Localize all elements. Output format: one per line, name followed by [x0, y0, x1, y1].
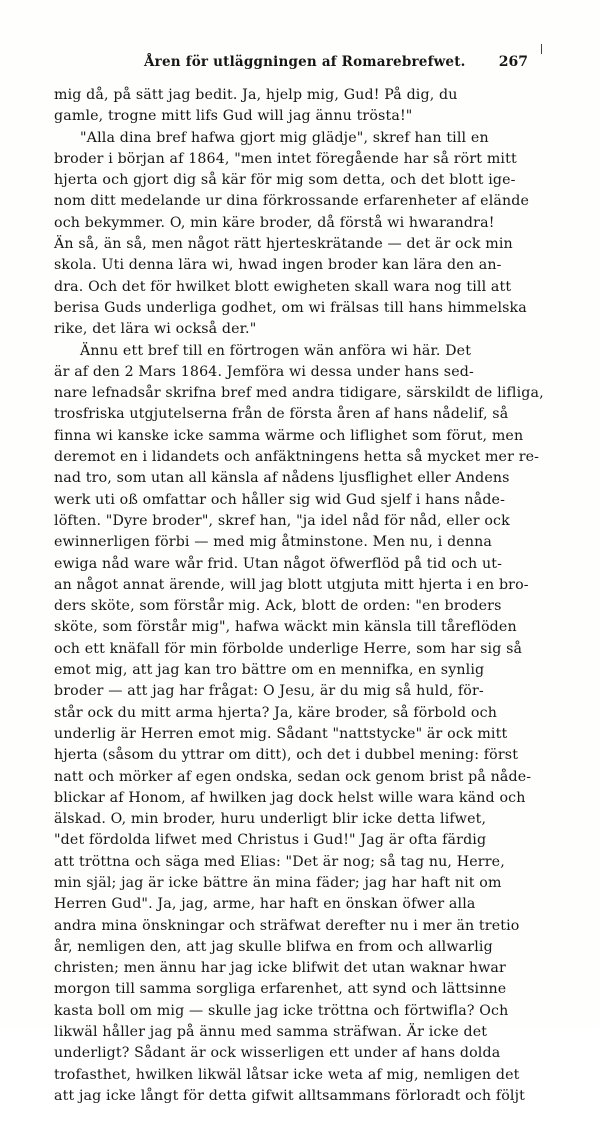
body-text — [54, 85, 544, 1129]
text-line: blickar af Honom, af hwilken jag dock helst wille wara känd och — [54, 789, 526, 806]
text-line: trosfriska utgjutelserna från de första åren af hans nådelif, så — [54, 406, 509, 423]
text-line: christen; men ännu har jag icke blifwit det utan waknar hwar — [54, 960, 506, 977]
text-line: står ock du mitt arma hjerta? Ja, käre broder, så förbold och — [54, 704, 497, 721]
text-line: berisa Guds underliga godhet, om wi frälsas till hans himmelska — [54, 299, 527, 316]
text-line: "Alla dina bref hafwa gjort mig glädje", skref han till en — [80, 129, 489, 146]
text-line: hjerta (såsom du yttrar om ditt), och det i dubbel mening: först — [54, 747, 519, 764]
page-header — [48, 54, 528, 76]
text-line: Herren Gud". Ja, jag, arme, har haft en önskan öfwer alla — [54, 896, 476, 913]
text-line: "det fördolda lifwet med Christus i Gud!" Jag är ofta färdig — [54, 832, 487, 849]
text-line: underligt? Sådant är ock wisserligen ett under af hans dolda — [54, 1045, 501, 1062]
text-line: morgon till samma sorgliga erfarenhet, att synd och lättsinne — [54, 981, 507, 998]
text-line: rike, det lära wi också der." — [54, 321, 257, 338]
text-line: gamle, trogne mitt lifs Gud will jag ännu trösta!" — [54, 108, 413, 125]
text-line: deremot en i lidandets och anfäktningens hetta så mycket mer re- — [54, 449, 540, 466]
text-line: älskad. O, min broder, huru underligt blir icke detta lifwet, — [54, 811, 487, 828]
text-line: emot mig, att jag kan tro bättre om en mennifka, en synlig — [54, 662, 485, 679]
text-line: nom ditt medelande ur dina förkrossande erfarenheter af elände — [54, 193, 530, 210]
text-line: nare lefnadsår skrifna bref med andra tidigare, särskildt de lifliga, — [54, 385, 544, 402]
text-line: underlig är Herren emot mig. Sådant "nattstycke" är ock mitt — [54, 725, 508, 742]
text-line: är af den 2 Mars 1864. Jemföra wi dessa under hans sed- — [54, 363, 474, 380]
text-line: och bekymmer. O, min käre broder, då förstå wi hwarandra! — [54, 214, 495, 231]
running-head: Åren för utläggningen af Romarebrefwet. — [144, 54, 466, 70]
text-line: nad tro, som utan all känsla af nådens ljusflighet eller Andens — [54, 470, 510, 487]
text-line: broder i början af 1864, "men intet föregående har så rört mitt — [54, 150, 517, 167]
text-line: finna wi kanske icke samma wärme och liflighet som förut, men — [54, 427, 524, 444]
text-line: likwäl håller jag på ännu med samma sträfwan. Är icke det — [54, 1024, 488, 1041]
text-line: werk uti oß omfattar och håller sig wid Gud sjelf i hans nåde- — [54, 491, 506, 508]
text-line: löften. "Dyre broder", skref han, "ja idel nåd för nåd, eller ock — [54, 512, 510, 529]
page-number: 267 — [498, 54, 528, 70]
text-line: natt och mörker af egen ondska, sedan ock genom brist på nåde- — [54, 768, 532, 785]
text-line: och ett knäfall för min förbolde underlige Herre, som har sig så — [54, 640, 523, 657]
text-line: ders sköte, som förstår mig. Ack, blott de orden: "en broders — [54, 598, 502, 615]
text-line: att jag icke långt för detta gifwit alltsammans förloradt och följt — [54, 1087, 525, 1104]
text-line: Än så, än så, men något rätt hjerteskrätande — det är ock min — [54, 236, 513, 253]
text-line: trofasthet, hwilken likwäl låtsar icke weta af mig, nemligen det — [54, 1066, 520, 1083]
text-line: att tröttna och säga med Elias: "Det är nog; så tag nu, Herre, — [54, 853, 505, 870]
text-line: ewiga nåd ware wår frid. Utan något öfwerflöd på tid och ut- — [54, 555, 503, 572]
text-line: hjerta och gjort dig så kär för mig som detta, och det blott ige- — [54, 172, 516, 189]
text-line: ewinnerligen förbi — med mig åtminstone. Men nu, i denna — [54, 534, 493, 551]
text-line: an något annat ärende, will jag blott utgjuta mitt hjerta i en bro- — [54, 576, 529, 593]
text-line: min själ; jag är icke bättre än mina fäder; jag har haft nit om — [54, 874, 502, 891]
margin-mark — [541, 44, 542, 54]
text-line: sköte, som förstår mig", hafwa wäckt min känsla till tåreflöden — [54, 619, 517, 636]
text-line: år, nemligen den, att jag skulle blifwa en from och allwarlig — [54, 938, 493, 955]
text-line: skola. Uti denna lära wi, hwad ingen broder kan lära den an- — [54, 257, 502, 274]
text-line: broder — att jag har frågat: O Jesu, är du mig så huld, för- — [54, 683, 484, 700]
text-line — [54, 1107, 516, 1128]
text-line: dra. Och det för hwilket blott ewigheten skall wara nog till att — [54, 278, 512, 295]
text-line: kasta boll om mig — skulle jag icke tröttna och förtwifla? Och — [54, 1002, 509, 1019]
text-line: Ännu ett bref till en förtrogen wän anföra wi här. Det — [80, 342, 472, 359]
text-line: mig då, på sätt jag bedit. Ja, hjelp mig, Gud! På dig, du — [54, 87, 458, 103]
text-line: andra mina önskningar och sträfwat derefter nu i mer än tretio — [54, 917, 520, 934]
